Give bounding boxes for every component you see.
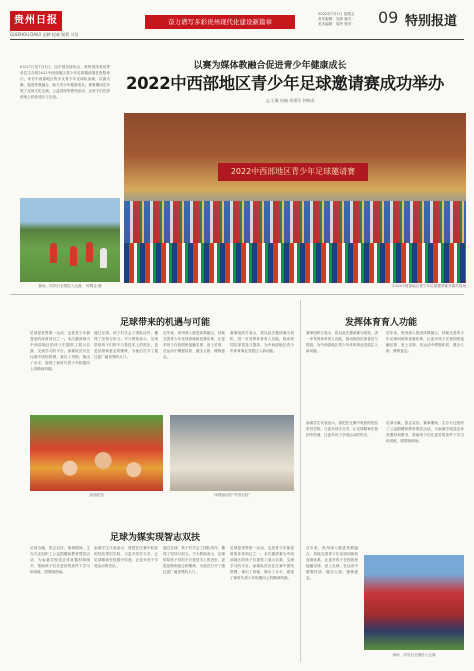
body-column: 参赛学生代表表示，将把在比赛中收获的经验带回学校，与更多同学分享，让足球精神在校园中传递，让更多孩子享受运动的快乐。 xyxy=(306,421,378,437)
designer-line: 美术编辑：周玲 校对： xyxy=(318,22,356,26)
match-photo xyxy=(20,198,120,282)
body-column: 足球为媒，智志双扶。赛事期间，主办方还组织了公益捐赠和教育帮扶活动，为参赛学校送去体育器材和图书，帮助孩子们在更好的条件下学习和训练，圆梦绿茵场。 xyxy=(30,546,90,574)
logo-subtitle: GUIZHOU DAILY 品牌 权威 锐利 可信 xyxy=(10,32,79,37)
body-column: 足球是世界第一运动，也是青少年最喜爱的体育项目之一。本次邀请赛为中西部地区的孩子们提供了展示自我、交流学习的平台。参赛队员们在比赛中团结拼搏，赛出了风格，赛出了水平，展现了新时代青少年积极向上的精神风貌。 xyxy=(30,331,90,371)
newspaper-logo: 贵州日报 xyxy=(10,11,62,31)
header-banner: 奋力谱写多彩贵州现代化建设新篇章 xyxy=(145,15,295,29)
girls-team-photo xyxy=(364,555,464,650)
body-column: 足球是世界第一运动，也是青少年最喜爱的体育项目之一。本次邀请赛为中西部地区的孩子们提供了展示自我、交流学习的平台。参赛队员们在比赛中团结拼搏，赛出了风格，赛出了水平，展现了新时代青少年积极向上的精神风貌。 xyxy=(230,546,294,580)
team-huddle-photo xyxy=(30,415,163,491)
header-rule xyxy=(10,39,464,40)
body-column: 近年来，贵州深入推进体教融合，持续完善青少年足球训练和竞赛体系，让更多孩子在校园里接触足球、爱上足球，在运动中增强体质、健全人格、锤炼意志。 xyxy=(163,331,225,359)
subhead-assistance: 足球为媒实现智志双扶 xyxy=(110,533,201,543)
body-column: 参赛学生代表表示，将把在比赛中收获的经验带回学校，与更多同学分享，让足球精神在校园中传递，让更多孩子享受运动的快乐。 xyxy=(94,546,158,568)
column-divider xyxy=(300,300,301,662)
issue-meta xyxy=(318,12,372,27)
body-column: 赛事组织方表示，将以此次邀请赛为契机，进一步发挥体育育人功能，推动校园足球普及与提高，为中西部地区青少年体育事业发展注入新动能。 xyxy=(306,331,378,353)
main-photo-caption: 2022中西部地区青少年足球邀请赛开幕式现场 xyxy=(392,284,466,288)
body-column: 近年来，贵州深入推进体教融合，持续完善青少年足球训练和竞赛体系，让更多孩子在校园里接触足球、爱上足球，在运动中增强体质、健全人格、锤炼意志。 xyxy=(306,546,358,580)
article-kicker: 以赛为媒体教融合促进青少年健康成长 xyxy=(193,61,347,71)
stage-banner: 2022中西部地区青少年足球邀请赛 xyxy=(218,163,368,181)
subhead-opportunity: 足球带来的机遇与可能 xyxy=(120,318,211,328)
section-rule xyxy=(10,294,464,295)
girls-team-caption: 赛场，同学们全情投入比赛 xyxy=(392,653,436,657)
crowd-front xyxy=(124,243,466,283)
player-figure xyxy=(86,242,93,262)
editor-line: 责任编辑：吴婷 版式： xyxy=(318,17,356,21)
match-photo-caption: 赛场，同学们全情投入比赛。 钟陶金 摄 xyxy=(38,284,102,288)
issue-date: 2022年7月1日 星期五 xyxy=(318,12,355,16)
body-column: 通过足球，孩子们学会了团队协作，懂得了坚持与担当。不少教练表示，足球带给孩子们的不只是技术上的进步，更是品格和意志的锤炼，为他们打开了通往更广阔世界的大门。 xyxy=(94,331,158,359)
player-figure xyxy=(70,246,77,266)
team-huddle-caption: 加油鼓劲 xyxy=(89,493,104,497)
body-column: 赛事组织方表示，将以此次邀请赛为契机，进一步发挥体育育人功能，推动校园足球普及与提高，为中西部地区青少年体育事业发展注入新动能。 xyxy=(230,331,294,353)
museum-caption: 体教融合的"中国大院" xyxy=(214,493,250,497)
museum-photo xyxy=(170,415,294,491)
section-title: 特别报道 xyxy=(405,14,458,29)
page-number: 09 xyxy=(378,8,399,27)
subhead-education: 发挥体育育人功能 xyxy=(345,318,418,328)
opening-ceremony-photo xyxy=(124,113,466,283)
article-headline: 2022中西部地区青少年足球邀请赛成功举办 xyxy=(125,74,445,93)
body-column: 足球为媒，智志双扶。赛事期间，主办方还组织了公益捐赠和教育帮扶活动，为参赛学校送去体育器材和图书，帮助孩子们在更好的条件下学习和训练，圆梦绿茵场。 xyxy=(386,421,464,443)
article-byline: 文/王璐 何畅 胡勇军 钟陶金 xyxy=(265,98,315,103)
player-figure xyxy=(100,248,107,268)
body-column: 近年来，贵州深入推进体教融合，持续完善青少年足球训练和竞赛体系，让更多孩子在校园里接触足球、爱上足球，在运动中增强体质、健全人格、锤炼意志。 xyxy=(386,331,464,353)
player-figure xyxy=(50,243,57,263)
intro-text: 6月27日至7月1日，由中国足球协会、贵州省体育局等单位主办的2022中西部地区青少年足球邀请赛在贵阳举行。来自中西部地区的多支青少年足球队参赛，以赛为媒，促进体教融合，助力青少年健康成长。赛事期间还开展了足球文化交流、公益讲座等系列活动，让孩子们在绿茵场上收获成长与友谊。 xyxy=(20,65,110,99)
body-column: 通过足球，孩子们学会了团队协作，懂得了坚持与担当。不少教练表示，足球带给孩子们的不只是技术上的进步，更是品格和意志的锤炼，为他们打开了通往更广阔世界的大门。 xyxy=(163,546,225,574)
